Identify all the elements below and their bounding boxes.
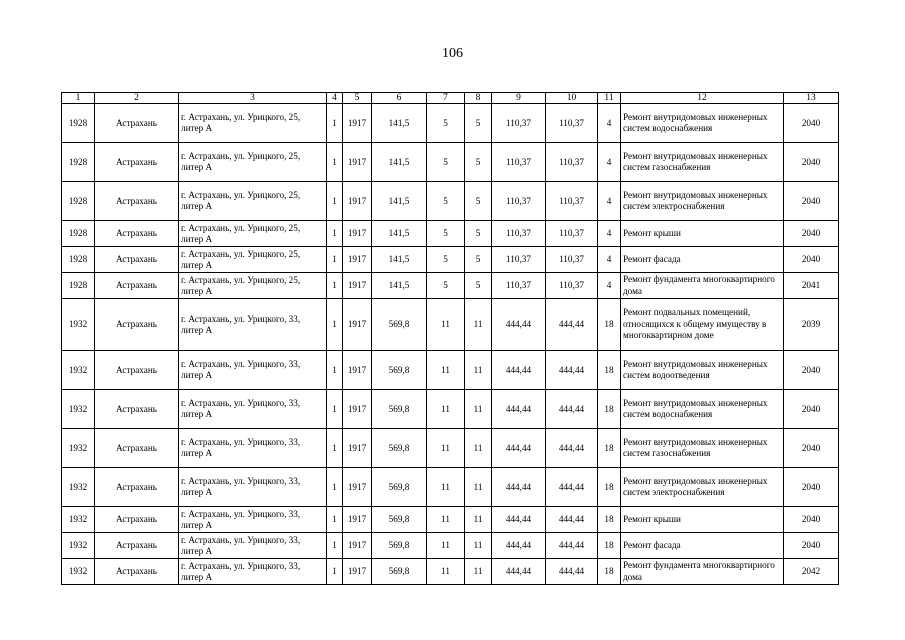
col4-cell: 1 bbox=[327, 533, 343, 559]
col8-cell: 11 bbox=[465, 429, 492, 468]
col7-cell: 11 bbox=[427, 533, 465, 559]
col4-cell: 1 bbox=[327, 273, 343, 299]
col4-cell: 1 bbox=[327, 429, 343, 468]
city-cell: Астрахань bbox=[95, 182, 179, 221]
record-id-cell: 1928 bbox=[62, 104, 95, 143]
col11-cell: 18 bbox=[598, 559, 621, 585]
col10-cell: 444,44 bbox=[546, 299, 598, 351]
planned-year-cell: 2040 bbox=[784, 104, 839, 143]
area-cell: 569,8 bbox=[372, 507, 427, 533]
table-row bbox=[62, 299, 839, 351]
address-cell: г. Астрахань, ул. Урицкого, 33, литер А bbox=[179, 507, 327, 533]
col11-cell: 4 bbox=[598, 182, 621, 221]
planned-year-cell: 2040 bbox=[784, 221, 839, 247]
table-row bbox=[62, 104, 839, 143]
col4-cell: 1 bbox=[327, 559, 343, 585]
year-cell: 1917 bbox=[343, 507, 372, 533]
year-cell: 1917 bbox=[343, 533, 372, 559]
address-cell: г. Астрахань, ул. Урицкого, 25, литер А bbox=[179, 221, 327, 247]
address-cell: г. Астрахань, ул. Урицкого, 33, литер А bbox=[179, 351, 327, 390]
col9-cell: 110,37 bbox=[492, 143, 546, 182]
column-number: 1 bbox=[62, 93, 95, 104]
city-cell: Астрахань bbox=[95, 468, 179, 507]
col4-cell: 1 bbox=[327, 182, 343, 221]
record-id-cell: 1932 bbox=[62, 533, 95, 559]
col4-cell: 1 bbox=[327, 104, 343, 143]
planned-year-cell: 2040 bbox=[784, 390, 839, 429]
table-row bbox=[62, 247, 839, 273]
col4-cell: 1 bbox=[327, 299, 343, 351]
col8-cell: 11 bbox=[465, 351, 492, 390]
col11-cell: 18 bbox=[598, 429, 621, 468]
col11-cell: 18 bbox=[598, 390, 621, 429]
col11-cell: 4 bbox=[598, 104, 621, 143]
planned-year-cell: 2039 bbox=[784, 299, 839, 351]
col7-cell: 11 bbox=[427, 559, 465, 585]
col10-cell: 444,44 bbox=[546, 390, 598, 429]
year-cell: 1917 bbox=[343, 351, 372, 390]
address-cell: г. Астрахань, ул. Урицкого, 25, литер А bbox=[179, 273, 327, 299]
repair-schedule-table bbox=[61, 92, 839, 585]
col9-cell: 444,44 bbox=[492, 533, 546, 559]
col8-cell: 5 bbox=[465, 247, 492, 273]
col9-cell: 110,37 bbox=[492, 247, 546, 273]
col8-cell: 5 bbox=[465, 143, 492, 182]
col7-cell: 11 bbox=[427, 429, 465, 468]
table-row bbox=[62, 429, 839, 468]
col8-cell: 5 bbox=[465, 221, 492, 247]
area-cell: 141,5 bbox=[372, 247, 427, 273]
col7-cell: 5 bbox=[427, 182, 465, 221]
address-cell: г. Астрахань, ул. Урицкого, 25, литер А bbox=[179, 143, 327, 182]
column-number: 5 bbox=[343, 93, 372, 104]
year-cell: 1917 bbox=[343, 429, 372, 468]
area-cell: 569,8 bbox=[372, 429, 427, 468]
record-id-cell: 1932 bbox=[62, 351, 95, 390]
col8-cell: 11 bbox=[465, 468, 492, 507]
planned-year-cell: 2040 bbox=[784, 507, 839, 533]
address-cell: г. Астрахань, ул. Урицкого, 25, литер А bbox=[179, 247, 327, 273]
address-cell: г. Астрахань, ул. Урицкого, 33, литер А bbox=[179, 468, 327, 507]
area-cell: 569,8 bbox=[372, 390, 427, 429]
city-cell: Астрахань bbox=[95, 507, 179, 533]
col4-cell: 1 bbox=[327, 143, 343, 182]
table-row bbox=[62, 273, 839, 299]
column-number: 9 bbox=[492, 93, 546, 104]
address-cell: г. Астрахань, ул. Урицкого, 33, литер А bbox=[179, 390, 327, 429]
table-row bbox=[62, 182, 839, 221]
col8-cell: 5 bbox=[465, 182, 492, 221]
col7-cell: 5 bbox=[427, 273, 465, 299]
work-type-cell: Ремонт внутридомовых инженерных систем водоснабжения bbox=[621, 104, 784, 143]
area-cell: 569,8 bbox=[372, 299, 427, 351]
record-id-cell: 1932 bbox=[62, 390, 95, 429]
address-cell: г. Астрахань, ул. Урицкого, 33, литер А bbox=[179, 429, 327, 468]
area-cell: 141,5 bbox=[372, 182, 427, 221]
table-row bbox=[62, 221, 839, 247]
col8-cell: 11 bbox=[465, 299, 492, 351]
col11-cell: 4 bbox=[598, 143, 621, 182]
city-cell: Астрахань bbox=[95, 221, 179, 247]
record-id-cell: 1928 bbox=[62, 182, 95, 221]
column-number: 13 bbox=[784, 93, 839, 104]
col7-cell: 11 bbox=[427, 351, 465, 390]
city-cell: Астрахань bbox=[95, 429, 179, 468]
col10-cell: 444,44 bbox=[546, 533, 598, 559]
col11-cell: 4 bbox=[598, 221, 621, 247]
col9-cell: 444,44 bbox=[492, 507, 546, 533]
column-number: 2 bbox=[95, 93, 179, 104]
planned-year-cell: 2042 bbox=[784, 559, 839, 585]
city-cell: Астрахань bbox=[95, 559, 179, 585]
city-cell: Астрахань bbox=[95, 351, 179, 390]
col4-cell: 1 bbox=[327, 247, 343, 273]
col9-cell: 110,37 bbox=[492, 273, 546, 299]
col4-cell: 1 bbox=[327, 351, 343, 390]
work-type-cell: Ремонт фасада bbox=[621, 533, 784, 559]
column-number: 6 bbox=[372, 93, 427, 104]
planned-year-cell: 2040 bbox=[784, 247, 839, 273]
year-cell: 1917 bbox=[343, 104, 372, 143]
planned-year-cell: 2041 bbox=[784, 273, 839, 299]
year-cell: 1917 bbox=[343, 143, 372, 182]
year-cell: 1917 bbox=[343, 182, 372, 221]
area-cell: 569,8 bbox=[372, 559, 427, 585]
record-id-cell: 1932 bbox=[62, 507, 95, 533]
column-number-row bbox=[62, 93, 839, 104]
col9-cell: 444,44 bbox=[492, 351, 546, 390]
table-row bbox=[62, 351, 839, 390]
year-cell: 1917 bbox=[343, 273, 372, 299]
column-number: 11 bbox=[598, 93, 621, 104]
work-type-cell: Ремонт внутридомовых инженерных систем электроснабжения bbox=[621, 182, 784, 221]
address-cell: г. Астрахань, ул. Урицкого, 33, литер А bbox=[179, 533, 327, 559]
col8-cell: 11 bbox=[465, 507, 492, 533]
col10-cell: 444,44 bbox=[546, 559, 598, 585]
work-type-cell: Ремонт фасада bbox=[621, 247, 784, 273]
area-cell: 141,5 bbox=[372, 104, 427, 143]
page-number: 106 bbox=[442, 46, 463, 61]
record-id-cell: 1928 bbox=[62, 273, 95, 299]
address-cell: г. Астрахань, ул. Урицкого, 25, литер А bbox=[179, 182, 327, 221]
col10-cell: 110,37 bbox=[546, 247, 598, 273]
address-cell: г. Астрахань, ул. Урицкого, 33, литер А bbox=[179, 559, 327, 585]
col11-cell: 18 bbox=[598, 507, 621, 533]
table-row bbox=[62, 533, 839, 559]
col7-cell: 11 bbox=[427, 468, 465, 507]
planned-year-cell: 2040 bbox=[784, 182, 839, 221]
col9-cell: 444,44 bbox=[492, 429, 546, 468]
col11-cell: 18 bbox=[598, 299, 621, 351]
area-cell: 141,5 bbox=[372, 143, 427, 182]
col10-cell: 444,44 bbox=[546, 468, 598, 507]
work-type-cell: Ремонт крыши bbox=[621, 507, 784, 533]
col4-cell: 1 bbox=[327, 507, 343, 533]
city-cell: Астрахань bbox=[95, 247, 179, 273]
col7-cell: 11 bbox=[427, 299, 465, 351]
city-cell: Астрахань bbox=[95, 390, 179, 429]
col9-cell: 444,44 bbox=[492, 299, 546, 351]
table-row bbox=[62, 507, 839, 533]
address-cell: г. Астрахань, ул. Урицкого, 33, литер А bbox=[179, 299, 327, 351]
col9-cell: 444,44 bbox=[492, 559, 546, 585]
work-type-cell: Ремонт фундамента многоквартирного дома bbox=[621, 273, 784, 299]
work-type-cell: Ремонт крыши bbox=[621, 221, 784, 247]
col9-cell: 110,37 bbox=[492, 182, 546, 221]
city-cell: Астрахань bbox=[95, 273, 179, 299]
work-type-cell: Ремонт внутридомовых инженерных систем газоснабжения bbox=[621, 143, 784, 182]
col11-cell: 18 bbox=[598, 533, 621, 559]
area-cell: 141,5 bbox=[372, 273, 427, 299]
year-cell: 1917 bbox=[343, 299, 372, 351]
year-cell: 1917 bbox=[343, 559, 372, 585]
col10-cell: 444,44 bbox=[546, 507, 598, 533]
col8-cell: 11 bbox=[465, 533, 492, 559]
city-cell: Астрахань bbox=[95, 299, 179, 351]
col10-cell: 110,37 bbox=[546, 143, 598, 182]
address-cell: г. Астрахань, ул. Урицкого, 25, литер А bbox=[179, 104, 327, 143]
city-cell: Астрахань bbox=[95, 143, 179, 182]
column-number: 4 bbox=[327, 93, 343, 104]
col4-cell: 1 bbox=[327, 221, 343, 247]
col7-cell: 11 bbox=[427, 507, 465, 533]
table-row bbox=[62, 390, 839, 429]
year-cell: 1917 bbox=[343, 247, 372, 273]
planned-year-cell: 2040 bbox=[784, 429, 839, 468]
year-cell: 1917 bbox=[343, 468, 372, 507]
col8-cell: 11 bbox=[465, 559, 492, 585]
area-cell: 569,8 bbox=[372, 351, 427, 390]
col7-cell: 5 bbox=[427, 104, 465, 143]
column-number: 8 bbox=[465, 93, 492, 104]
col10-cell: 444,44 bbox=[546, 351, 598, 390]
planned-year-cell: 2040 bbox=[784, 533, 839, 559]
col7-cell: 5 bbox=[427, 247, 465, 273]
work-type-cell: Ремонт внутридомовых инженерных систем водоотведения bbox=[621, 351, 784, 390]
planned-year-cell: 2040 bbox=[784, 351, 839, 390]
col8-cell: 5 bbox=[465, 273, 492, 299]
col9-cell: 444,44 bbox=[492, 390, 546, 429]
col7-cell: 11 bbox=[427, 390, 465, 429]
col10-cell: 110,37 bbox=[546, 273, 598, 299]
col4-cell: 1 bbox=[327, 468, 343, 507]
planned-year-cell: 2040 bbox=[784, 143, 839, 182]
work-type-cell: Ремонт внутридомовых инженерных систем электроснабжения bbox=[621, 468, 784, 507]
column-number: 3 bbox=[179, 93, 327, 104]
table-row bbox=[62, 468, 839, 507]
year-cell: 1917 bbox=[343, 390, 372, 429]
col10-cell: 110,37 bbox=[546, 182, 598, 221]
column-number: 7 bbox=[427, 93, 465, 104]
column-number: 10 bbox=[546, 93, 598, 104]
work-type-cell: Ремонт внутридомовых инженерных систем водоснабжения bbox=[621, 390, 784, 429]
table-row bbox=[62, 143, 839, 182]
col10-cell: 110,37 bbox=[546, 221, 598, 247]
col7-cell: 5 bbox=[427, 221, 465, 247]
col11-cell: 18 bbox=[598, 468, 621, 507]
table-body bbox=[62, 93, 839, 585]
city-cell: Астрахань bbox=[95, 104, 179, 143]
col8-cell: 5 bbox=[465, 104, 492, 143]
col7-cell: 5 bbox=[427, 143, 465, 182]
col9-cell: 444,44 bbox=[492, 468, 546, 507]
col8-cell: 11 bbox=[465, 390, 492, 429]
record-id-cell: 1932 bbox=[62, 429, 95, 468]
record-id-cell: 1932 bbox=[62, 468, 95, 507]
record-id-cell: 1928 bbox=[62, 143, 95, 182]
record-id-cell: 1928 bbox=[62, 221, 95, 247]
col9-cell: 110,37 bbox=[492, 221, 546, 247]
planned-year-cell: 2040 bbox=[784, 468, 839, 507]
column-number: 12 bbox=[621, 93, 784, 104]
work-type-cell: Ремонт внутридомовых инженерных систем газоснабжения bbox=[621, 429, 784, 468]
col11-cell: 4 bbox=[598, 273, 621, 299]
work-type-cell: Ремонт подвальных помещений, относящихся к общему имуществу в многоквартирном доме bbox=[621, 299, 784, 351]
work-type-cell: Ремонт фундамента многоквартирного дома bbox=[621, 559, 784, 585]
year-cell: 1917 bbox=[343, 221, 372, 247]
record-id-cell: 1932 bbox=[62, 559, 95, 585]
col4-cell: 1 bbox=[327, 390, 343, 429]
city-cell: Астрахань bbox=[95, 533, 179, 559]
col11-cell: 18 bbox=[598, 351, 621, 390]
area-cell: 569,8 bbox=[372, 468, 427, 507]
record-id-cell: 1932 bbox=[62, 299, 95, 351]
col10-cell: 110,37 bbox=[546, 104, 598, 143]
col10-cell: 444,44 bbox=[546, 429, 598, 468]
record-id-cell: 1928 bbox=[62, 247, 95, 273]
col11-cell: 4 bbox=[598, 247, 621, 273]
area-cell: 141,5 bbox=[372, 221, 427, 247]
area-cell: 569,8 bbox=[372, 533, 427, 559]
table-row bbox=[62, 559, 839, 585]
col9-cell: 110,37 bbox=[492, 104, 546, 143]
